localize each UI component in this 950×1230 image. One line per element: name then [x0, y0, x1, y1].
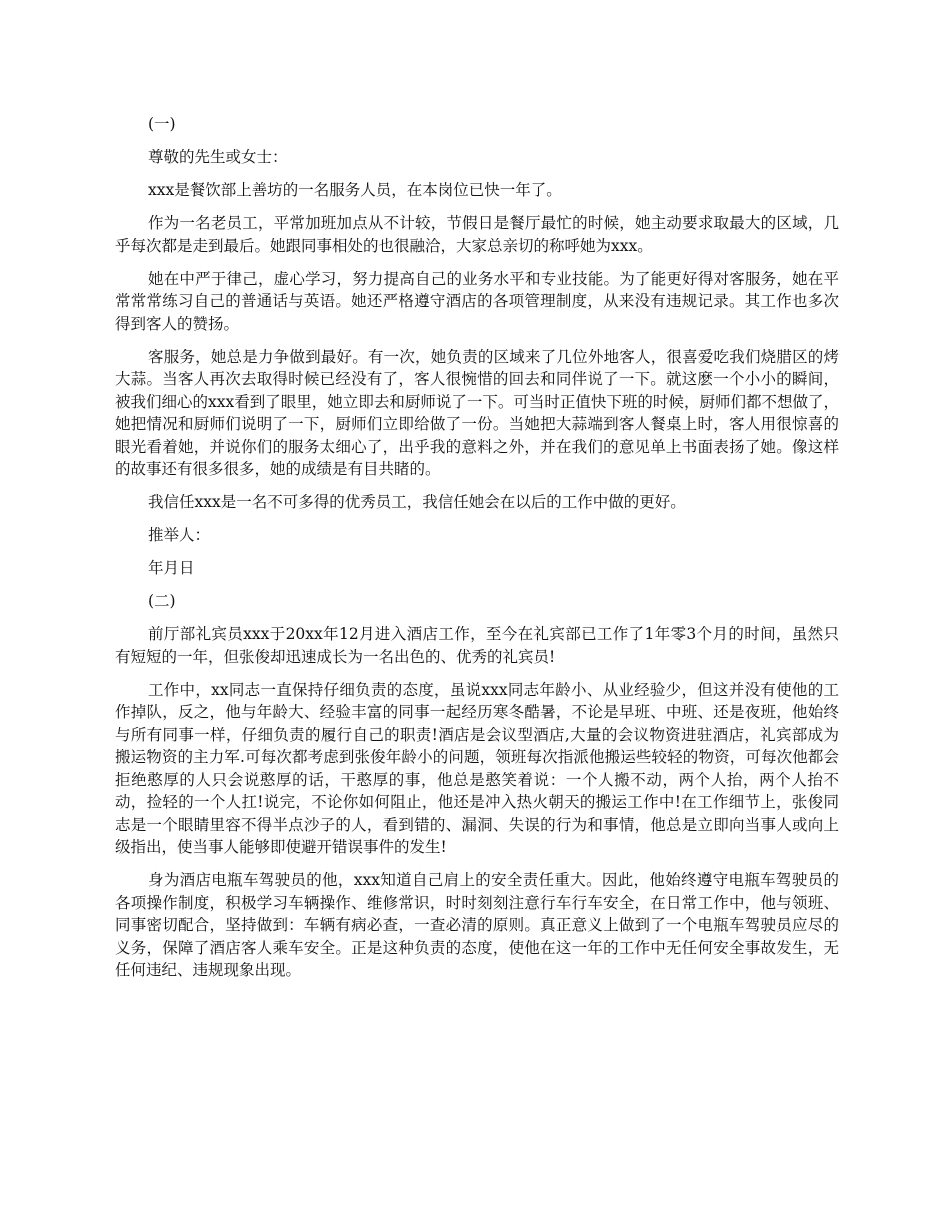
paragraph: 身为酒店电瓶车驾驶员的他，xxx知道自己肩上的安全责任重大。因此，他始终遵守电瓶车驾驶员的各项操作制度，积极学习车辆操作、维修常识，时时刻刻注意行车行车安全，在日常工作中，他与领班、同事密切配合，坚持做到：车辆有病必查，一查必清的原则。真正意义上做到了一个电瓶车驾驶员应尽的义务，保障了酒店客人乘车安全。正是这种负责的态度，使他在这一年的工作中无任何安全事故发生，无任何违纪、违规现象出现。 — [115, 871, 839, 979]
paragraph: 工作中，xx同志一直保持仔细负责的态度，虽说xxx同志年龄小、从业经验少，但这并没有使他的工作掉队，反之，他与年龄大、经验丰富的同事一起经历寒冬酷暑，不论是早班、中班、还是夜班，他始终与所有同事一样，仔细负责的履行自己的职责!酒店是会议型酒店,大量的会议物资进驻酒店，礼宾部成为搬运物资的主力军.可每次都考虑到张俊年龄小的问题，领班每次指派他搬运些较轻的物资，可每次他都会拒绝憨厚的人只会说憨厚的话，干憨厚的事，他总是憨笑着说：一个人搬不动，两个人抬，两个人抬不动，捡轻的一个人扛!说完，不论你如何阻止，他还是冲入热火朝天的搬运工作中!在工作细节上，张俊同志是一个眼睛里容不得半点沙子的人，看到错的、漏洞、失误的行为和事情，他总是立即向当事人或向上级指出，使当事人能够即使避开错误事件的发生! — [115, 680, 839, 856]
recommender-line: 推举人： — [148, 526, 211, 544]
paragraph: 客服务，她总是力争做到最好。有一次，她负责的区域来了几位外地客人，很喜爱吃我们烧腊区的烤大蒜。当客人再次去取得时候已经没有了，客人很惋惜的回去和同伴说了一下。就这麽一个小小的瞬间，被我们细心的xxx看到了眼里，她立即去和厨师说了一下。可当时正值快下班的时候，厨师们都不想做了，她把情况和厨师们说明了一下，厨师们立即给做了一份。当她把大蒜端到客人餐桌上时，客人用很惊喜的眼光看着她，并说你们的服务太细心了，出乎我的意料之外，并在我们的意见单上书面表扬了她。像这样的故事还有很多很多，她的成绩是有目共睹的。 — [115, 347, 839, 478]
date-line: 年月日 — [148, 559, 195, 577]
paragraph: 作为一名老员工，平常加班加点从不计较，节假日是餐厅最忙的时候，她主动要求取最大的区域，几乎每次都是走到最后。她跟同事相处的也很融洽，大家总亲切的称呼她为xxx。 — [115, 214, 839, 255]
paragraph: 她在中严于律己，虚心学习，努力提高自己的业务水平和专业技能。为了能更好得对客服务，她在平常常常练习自己的普通话与英语。她还严格遵守酒店的各项管理制度，从来没有违规记录。其工作也多次得到客人的赞扬。 — [115, 269, 839, 333]
document-body — [115, 113, 839, 992]
salutation: 尊敬的先生或女士： — [148, 148, 288, 166]
section-heading-1: (一) — [148, 115, 176, 133]
paragraph: xxx是餐饮部上善坊的一名服务人员，在本岗位已快一年了。 — [148, 181, 562, 199]
section-heading-2: (二) — [148, 592, 176, 610]
paragraph: 前厅部礼宾员xxx于20xx年12月进入酒店工作，至今在礼宾部已工作了1年零3个月的时间，虽然只有短短的一年，但张俊却迅速成长为一名出色的、优秀的礼宾员! — [115, 625, 839, 666]
paragraph: 我信任xxx是一名不可多得的优秀员工，我信任她会在以后的工作中做的更好。 — [148, 493, 686, 511]
